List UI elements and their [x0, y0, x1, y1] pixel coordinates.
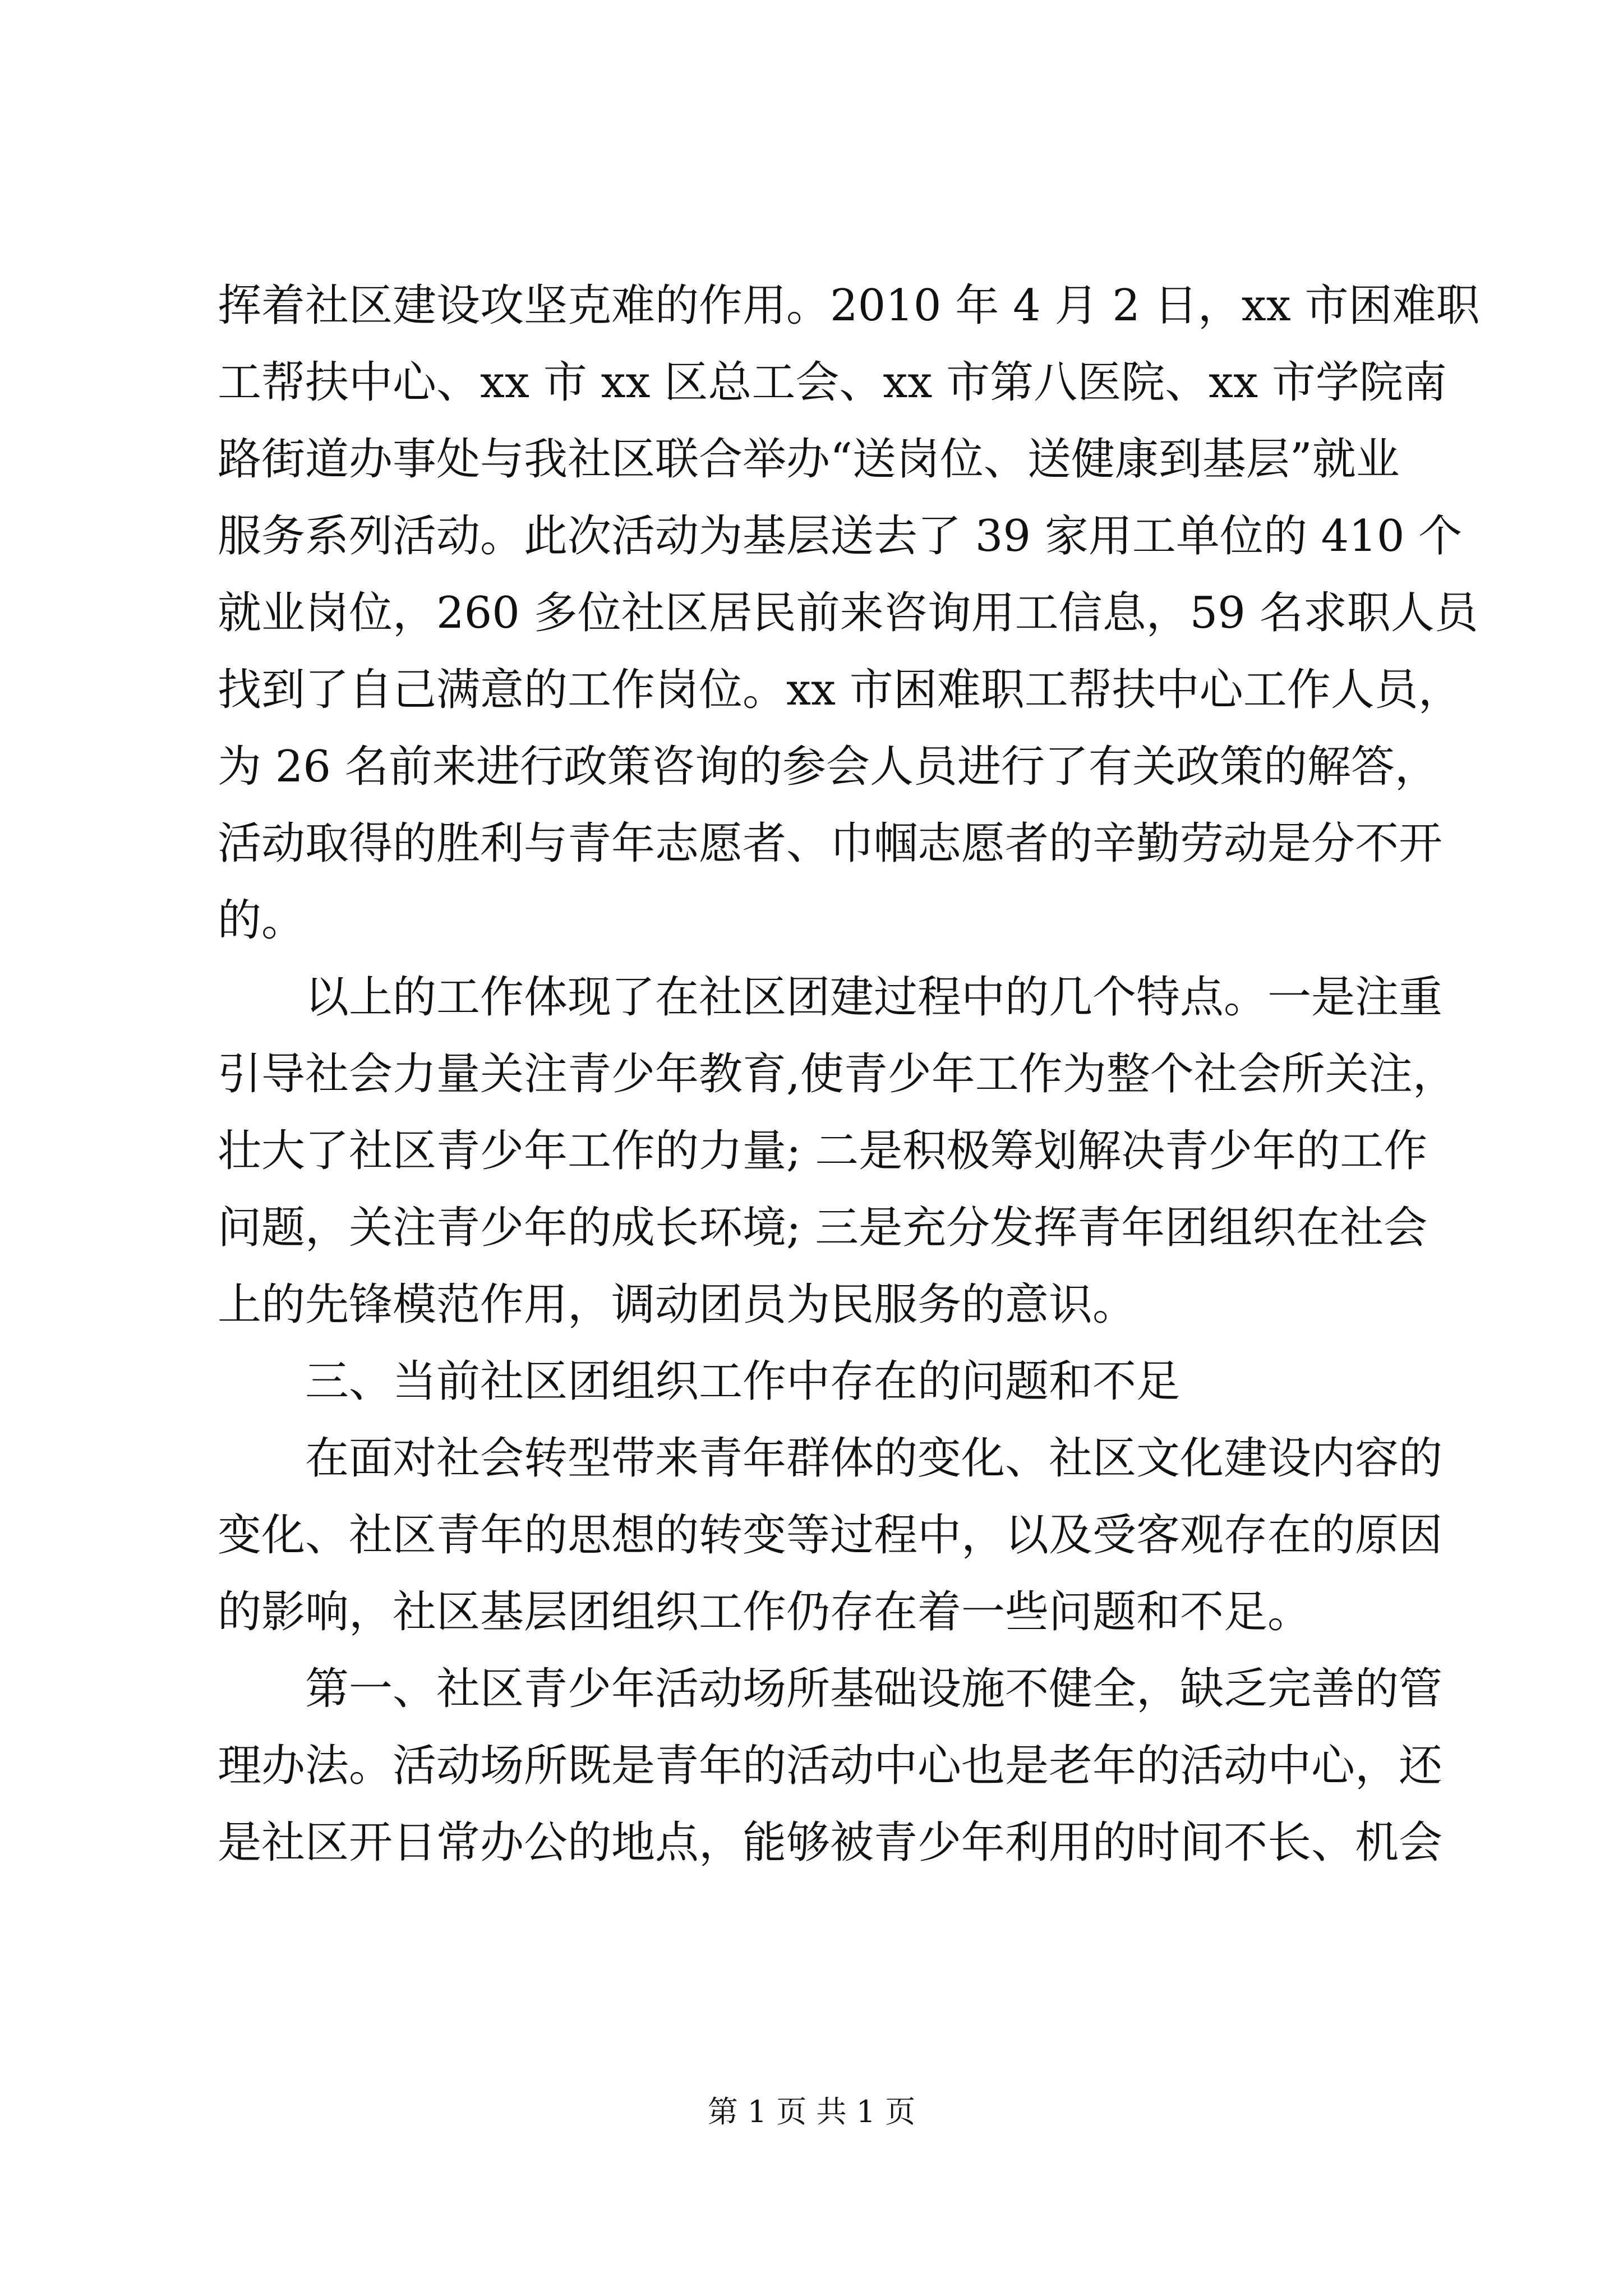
text-line-5: 就业岗位，260 多位社区居民前来咨询用工信息，59 名求职人员	[218, 588, 1478, 638]
text-line-13: 问题，关注青少年的成长环境; 三是充分发挥青年团组织在社会	[218, 1203, 1428, 1253]
text-line-4: 服务系列活动。此次活动为基层送去了 39 家用工单位的 410 个	[218, 511, 1463, 562]
text-line-16: 在面对社会转型带来青年群体的变化、社区文化建设内容的	[218, 1433, 1443, 1484]
text-line-10: 以上的工作体现了在社区团建过程中的几个特点。一是注重	[218, 972, 1443, 1023]
text-line-1: 挥着社区建设攻坚克难的作用。2010 年 4 月 2 日，xx 市困难职	[218, 280, 1480, 331]
text-line-19: 第一、社区青少年活动场所基础设施不健全，缺乏完善的管	[218, 1664, 1443, 1714]
text-line-3: 路街道办事处与我社区联合举办“送岗位、送健康到基层”就业	[218, 434, 1400, 485]
text-line-14: 上的先锋模范作用，调动团员为民服务的意识。	[218, 1280, 1137, 1330]
text-line-20: 理办法。活动场所既是青年的活动中心也是老年的活动中心，还	[218, 1741, 1443, 1791]
text-line-17: 变化、社区青年的思想的转变等过程中，以及受客观存在的原因	[218, 1510, 1443, 1561]
text-line-8: 活动取得的胜利与青年志愿者、巾帼志愿者的辛勤劳动是分不开	[218, 818, 1443, 869]
text-line-21: 是社区开日常办公的地点，能够被青少年利用的时间不长、机会	[218, 1818, 1443, 1868]
text-line-18: 的影响，社区基层团组织工作仍存在着一些问题和不足。	[218, 1587, 1312, 1637]
page-footer: 第 1 页 共 1 页	[707, 2094, 916, 2129]
text-line-2: 工帮扶中心、xx 市 xx 区总工会、xx 市第八医院、xx 市学院南	[218, 357, 1447, 408]
text-line-7: 为 26 名前来进行政策咨询的参会人员进行了有关政策的解答，	[218, 742, 1438, 792]
text-line-12: 壮大了社区青少年工作的力量; 二是积极筹划解决青少年的工作	[218, 1126, 1428, 1176]
section-heading: 三、当前社区团组织工作中存在的问题和不足	[218, 1356, 1181, 1407]
text-line-11: 引导社会力量关注青少年教育,使青少年工作为整个社会所关注，	[218, 1049, 1456, 1099]
text-line-6: 找到了自己满意的工作岗位。xx 市困难职工帮扶中心工作人员，	[218, 665, 1462, 715]
text-line-9: 的。	[218, 895, 306, 946]
